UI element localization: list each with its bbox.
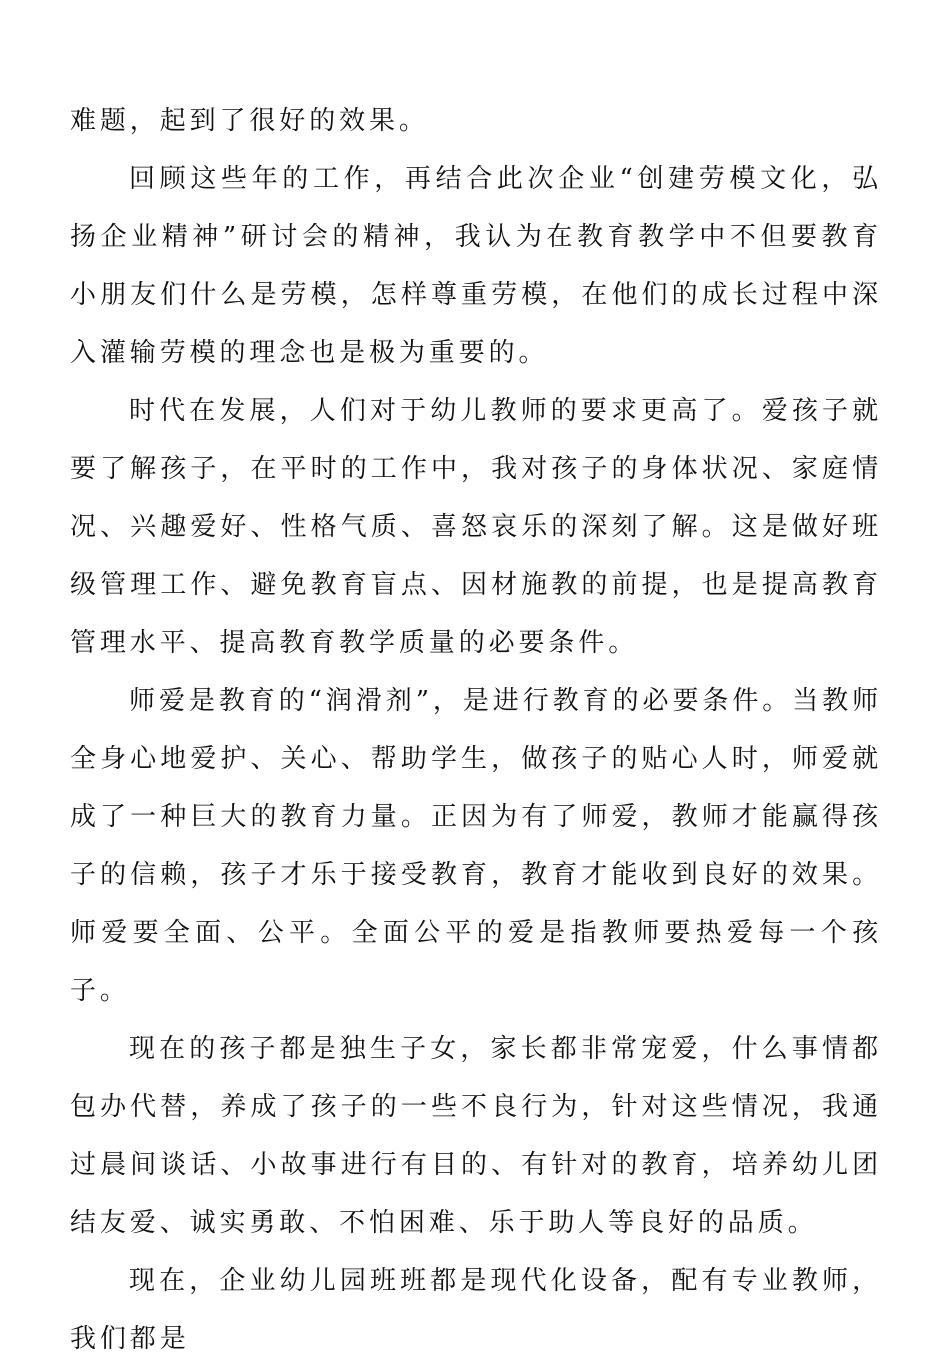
paragraph-continuation: 难题，起到了很好的效果。 (70, 106, 429, 136)
paragraph-understanding-children: 时代在发展，人们对于幼儿教师的要求更高了。爱孩子就要了解孩子，在平时的工作中，我对孩子的身体状况、家庭情况、兴趣爱好、性格气质、喜怒哀乐的深刻了解。这是做好班级管理工作、避免教育盲点、因材施教的前提，也是提高教育管理水平、提高教育教学质量的必要条件。 (70, 396, 882, 658)
paragraph-teacher-love: 师爱是教育的“润滑剂”，是进行教育的必要条件。当教师全身心地爱护、关心、帮助学生，做孩子的贴心人时，师爱就成了一种巨大的教育力量。正因为有了师爱，教师才能赢得孩子的信赖，孩子才乐于接受教育，教育才能收到良好的效果。师爱要全面、公平。全面公平的爱是指教师要热爱每一个孩子。 (70, 686, 882, 1006)
paragraph-modern-kindergarten: 现在，企业幼儿园班班都是现代化设备，配有专业教师，我们都是 (70, 1266, 882, 1354)
document-body (70, 92, 882, 1368)
paragraph-review: 回顾这些年的工作，再结合此次企业“创建劳模文化，弘扬企业精神”研讨会的精神，我认为在教育教学中不但要教育小朋友们什么是劳模，怎样尊重劳模，在他们的成长过程中深入灌输劳模的理念也是极为重要的。 (70, 164, 882, 368)
paragraph-only-children: 现在的孩子都是独生子女，家长都非常宠爱，什么事情都包办代替，养成了孩子的一些不良行为，针对这些情况，我通过晨间谈话、小故事进行有目的、有针对的教育，培养幼儿团结友爱、诚实勇敢、不怕困难、乐于助人等良好的品质。 (70, 1034, 882, 1238)
